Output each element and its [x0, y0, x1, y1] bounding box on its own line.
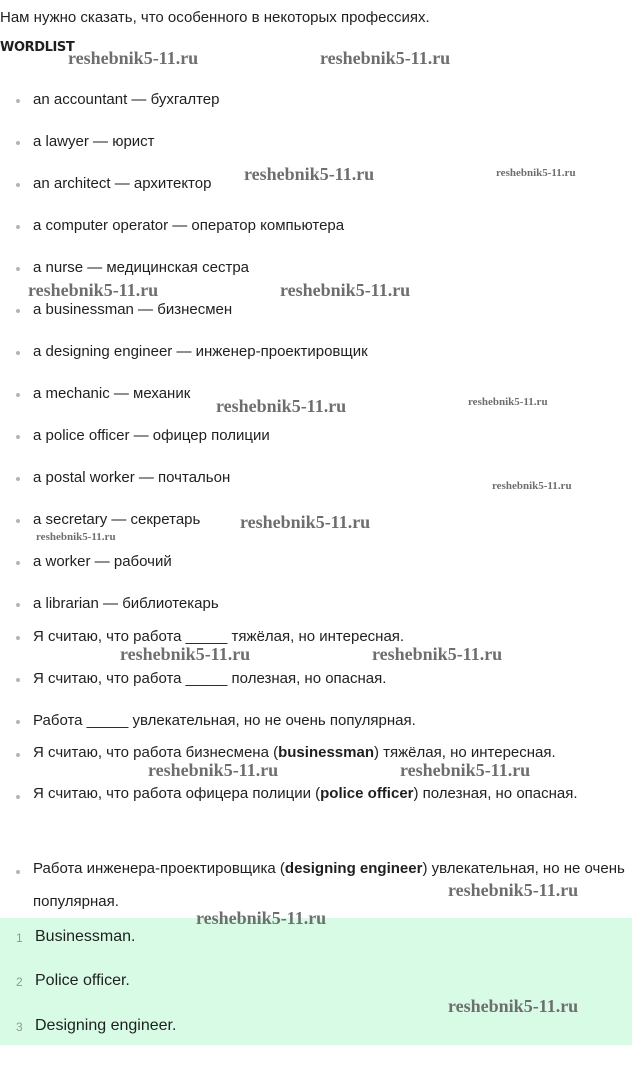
bullet-icon — [16, 225, 20, 229]
watermark: reshebnik5-11.ru — [240, 512, 371, 532]
watermark: reshebnik5-11.ru — [492, 480, 572, 492]
example-sentence: Я считаю, что работа офицера полиции (police officer) полезная, но опасная. — [33, 785, 578, 802]
template-sentence: Работа _____ увлекательная, но не очень популярная. — [33, 712, 416, 729]
list-item: an accountant — бухгалтер — [33, 91, 220, 108]
watermark: reshebnik5-11.ru — [28, 280, 159, 300]
bullet-icon — [16, 351, 20, 355]
list-item: a businessman — бизнесмен — [33, 301, 233, 318]
bullet-icon — [16, 267, 20, 271]
list-item: a lawyer — юрист — [33, 133, 155, 150]
bullet-icon — [16, 519, 20, 523]
bullet-icon — [16, 720, 20, 724]
watermark: reshebnik5-11.ru — [216, 396, 347, 416]
list-item: a computer operator — оператор компьютера — [33, 217, 345, 234]
highlight-term: police officer — [320, 785, 414, 802]
answers-panel — [0, 918, 632, 1045]
watermark: reshebnik5-11.ru — [120, 644, 251, 664]
intro-text: Нам нужно сказать, что особенного в некоторых профессиях. — [0, 9, 430, 26]
template-sentence: Я считаю, что работа _____ полезная, но опасная. — [33, 670, 387, 687]
bullet-icon — [16, 141, 20, 145]
watermark: reshebnik5-11.ru — [148, 760, 279, 780]
list-item: a mechanic — механик — [33, 385, 191, 402]
bullet-icon — [16, 183, 20, 187]
bullet-icon — [16, 99, 20, 103]
watermark: reshebnik5-11.ru — [448, 880, 579, 900]
list-item: a police officer — офицер полиции — [33, 427, 270, 444]
answer-number: 3 — [16, 1020, 23, 1034]
highlight-term: businessman — [278, 744, 374, 761]
watermark: reshebnik5-11.ru — [280, 280, 411, 300]
list-item: a librarian — библиотекарь — [33, 595, 219, 612]
bullet-icon — [16, 678, 20, 682]
watermark: reshebnik5-11.ru — [448, 996, 579, 1016]
watermark: reshebnik5-11.ru — [36, 531, 116, 543]
list-item: a secretary — секретарь — [33, 511, 201, 528]
bullet-icon — [16, 393, 20, 397]
bullet-icon — [16, 753, 20, 757]
list-item: a worker — рабочий — [33, 553, 172, 570]
bullet-icon — [16, 603, 20, 607]
bullet-icon — [16, 477, 20, 481]
answer-text: Designing engineer. — [35, 1017, 177, 1034]
answer-text: Businessman. — [35, 928, 136, 945]
watermark: reshebnik5-11.ru — [468, 396, 548, 408]
bullet-icon — [16, 561, 20, 565]
highlight-term: designing engineer — [284, 860, 423, 877]
watermark: reshebnik5-11.ru — [320, 48, 451, 68]
answer-text: Police officer. — [35, 972, 130, 989]
watermark: reshebnik5-11.ru — [400, 760, 531, 780]
list-item: a postal worker — почтальон — [33, 469, 231, 486]
example-sentence: Работа инженера-проектировщика (designing engineer) увлекательная, но не очень популярная. — [33, 860, 625, 910]
bullet-icon — [16, 309, 20, 313]
bullet-icon — [16, 870, 20, 874]
wordlist-heading: WORDLIST — [0, 40, 75, 55]
answer-number: 2 — [16, 975, 23, 989]
watermark: reshebnik5-11.ru — [68, 48, 199, 68]
template-sentence: Я считаю, что работа _____ тяжёлая, но интересная. — [33, 628, 405, 645]
bullet-icon — [16, 636, 20, 640]
watermark: reshebnik5-11.ru — [196, 908, 327, 928]
bullet-icon — [16, 435, 20, 439]
watermark: reshebnik5-11.ru — [496, 167, 576, 179]
example-sentence: Я считаю, что работа бизнесмена (businessman) тяжёлая, но интересная. — [33, 744, 556, 761]
watermark: reshebnik5-11.ru — [244, 164, 375, 184]
list-item: a nurse — медицинская сестра — [33, 259, 249, 276]
list-item: an architect — архитектор — [33, 175, 212, 192]
answer-number: 1 — [16, 931, 23, 945]
bullet-icon — [16, 795, 20, 799]
list-item: a designing engineer — инженер-проектировщик — [33, 343, 368, 360]
watermark: reshebnik5-11.ru — [372, 644, 503, 664]
